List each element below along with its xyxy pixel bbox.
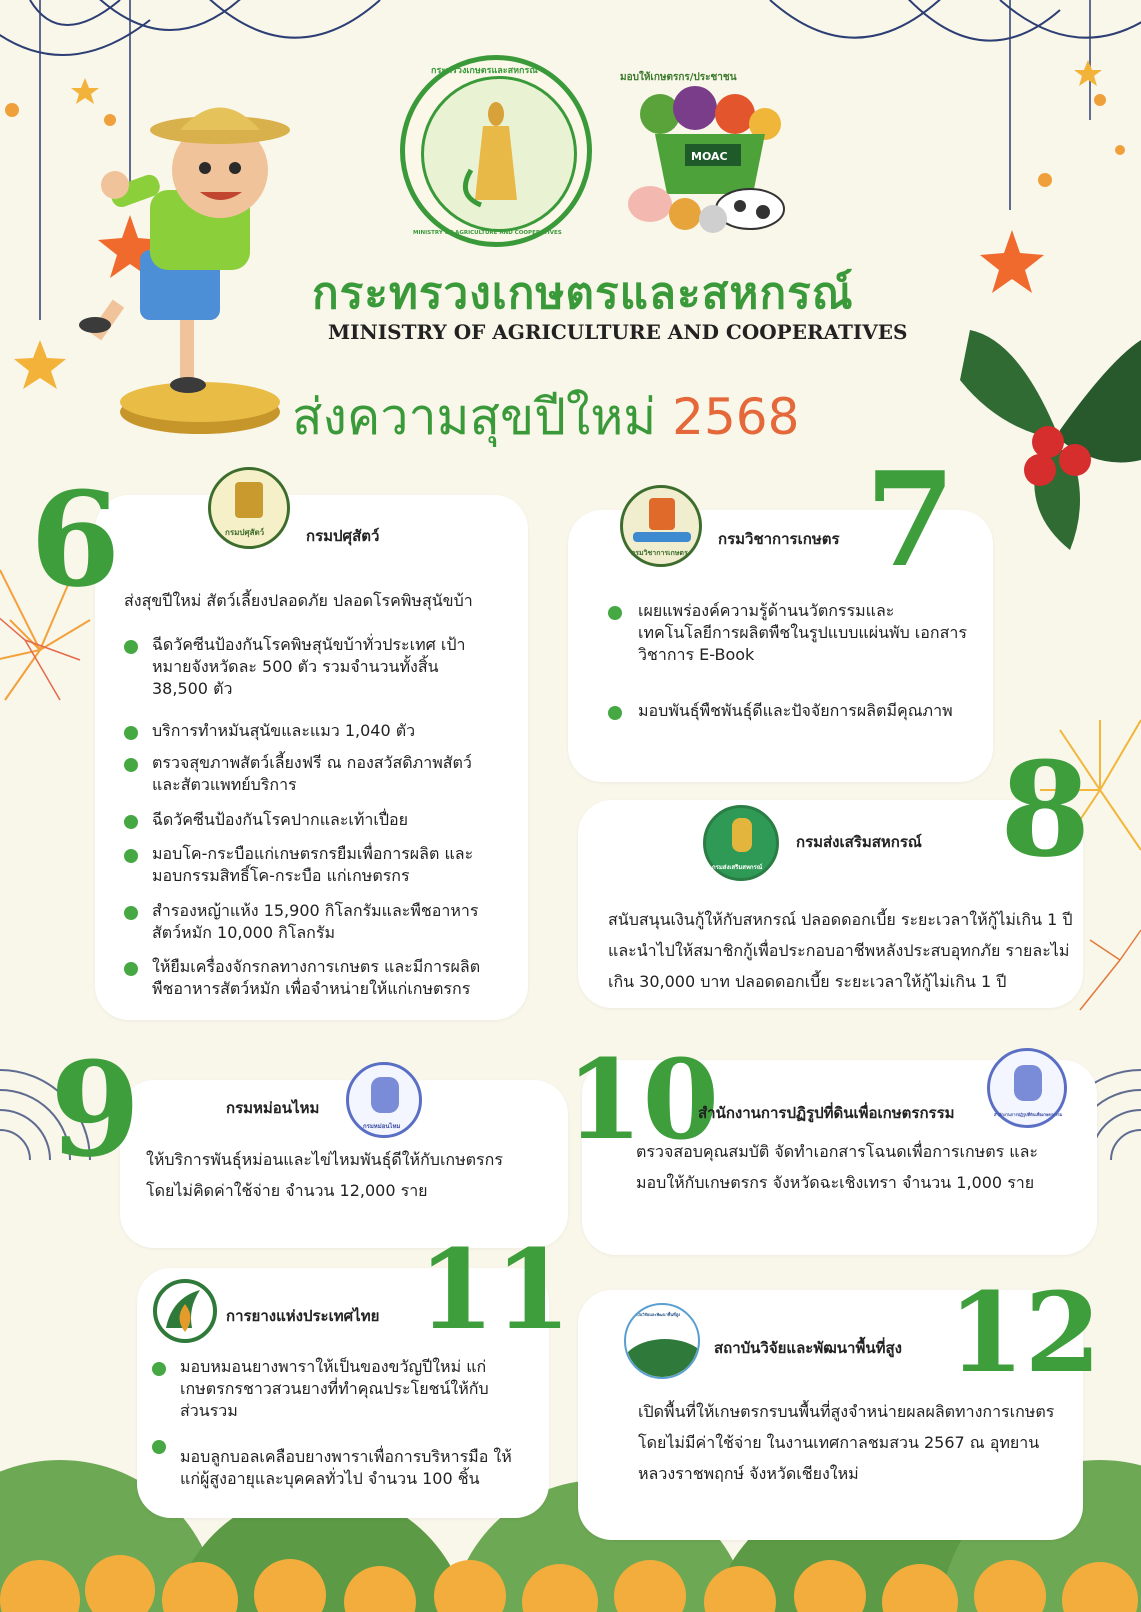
raot-item-2: มอบลูกบอลเคลือบยางพาราเพื่อการบริหารมือ ให้แก่ผู้สูงอายุและบุคคลทั่วไป จำนวน 100 ชิ้น: [180, 1447, 512, 1488]
alro-text: ตรวจสอบคุณสมบัติ จัดทำเอกสารโฉนดเพื่อการเกษตร และมอบให้กับเกษตรกร จังหวัดฉะเชิงเทรา จำนวน 1,000 ราย: [636, 1142, 1038, 1192]
dld-seal-text: กรมปศุสัตว์: [225, 528, 265, 537]
hrdi-text: เปิดพื้นที่ให้เกษตรกรบนพื้นที่สูงจำหน่ายผลผลิตทางการเกษตรโดยไม่มีค่าใช้จ่าย ในงานเทศกาลชมสวน 2567 ณ อุทยานหลวงราชพฤกษ์ จังหวัดเชียงใหม่: [638, 1402, 1055, 1483]
dld-item-7: ให้ยืมเครื่องจักรกลทางการเกษตร และมีการผลิตพืชอาหารสัตว์หมัก เพื่อจำหน่ายให้แก่เกษตรกร: [152, 957, 481, 998]
dept-name-hrdi: สถาบันวิจัยและพัฒนาพื้นที่สูง: [714, 1339, 902, 1357]
doa-seal-text: กรมวิชาการเกษตร: [631, 549, 688, 557]
newyear-year: 2568: [672, 388, 800, 446]
bullet-dot-icon: [608, 706, 622, 720]
dept-name-qsds: กรมหม่อนไหม: [226, 1099, 320, 1117]
bullet-dot-icon: [124, 906, 138, 920]
doa-item-2: มอบพันธุ์พืชพันธุ์ดีและปัจจัยการผลิตมีคุณภาพ: [638, 701, 953, 720]
deity-figure-icon: [461, 100, 531, 210]
bullet-dot-icon: [124, 815, 138, 829]
firework-icon: [1080, 930, 1141, 1010]
dept-name-dld: กรมปศุสัตว์: [306, 527, 380, 545]
ministry-seal-icon: [400, 55, 592, 247]
hrdi-logo-icon: [624, 1303, 700, 1379]
dept-name-doa: กรมวิชาการเกษตร: [718, 530, 840, 548]
doa-item-1: เผยแพร่องค์ความรู้ด้านนวัตกรรมและเทคโนโลยีการผลิตพืชในรูปแบบแผ่นพับ เอกสารวิชาการ E-Book: [638, 601, 967, 664]
bullet-dot-icon: [608, 606, 622, 620]
section-number-6: 6: [30, 463, 121, 616]
dept-name-cpd: กรมส่งเสริมสหกรณ์: [796, 833, 922, 851]
doa-seal-icon: [620, 485, 702, 567]
dld-seal-icon: [208, 467, 290, 549]
cpd-seal-text: กรมส่งเสริมสหกรณ์: [712, 864, 763, 871]
section-number-11: 11: [418, 1225, 572, 1354]
newyear-text: ส่งความสุขปีใหม่: [292, 388, 657, 446]
qsds-text: ให้บริการพันธุ์หม่อนและไข่ไหมพันธุ์ดีให้กับเกษตรกร โดยไม่คิดค่าใช้จ่าย จำนวน 12,000 ราย: [146, 1150, 503, 1200]
garland-lines: [0, 0, 1141, 55]
basket-tag: มอบให้เกษตรกร/ประชาชน: [620, 72, 737, 83]
bullet-dot-icon: [124, 726, 138, 740]
bullet-dot-icon: [152, 1440, 166, 1454]
dld-item-1: ฉีดวัคซีนป้องกันโรคพิษสุนัขบ้าทั่วประเทศ เป้าหมายจังหวัดละ 500 ตัว รวมจำนวนทั้งสิ้น 38,500 ตัว: [152, 635, 466, 698]
holly-icon: [960, 320, 1141, 550]
dld-item-6: สำรองหญ้าแห้ง 15,900 กิโลกรัมและพืชอาหารสัตว์หมัก 10,000 กิโลกรัม: [152, 901, 479, 942]
qsds-seal-text: กรมหม่อนไหม: [363, 1123, 401, 1130]
dld-item-2: บริการทำหมันสุนัขและแมว 1,040 ตัว: [152, 721, 416, 740]
raot-logo-icon: [152, 1278, 218, 1344]
dept-name-raot: การยางแห่งประเทศไทย: [226, 1307, 380, 1325]
alro-seal-text: สำนักงานการปฏิรูปที่ดินเพื่อเกษตรกรรม: [994, 1112, 1063, 1117]
dld-intro: ส่งสุขปีใหม่ สัตว์เลี้ยงปลอดภัย ปลอดโรคพิษสุนัขบ้า: [124, 591, 473, 610]
hrdi-seal-text: สถาบันวิจัยและพัฒนาพื้นที่สูง: [630, 1312, 681, 1317]
bullet-dot-icon: [124, 758, 138, 772]
section-number-9: 9: [50, 1033, 141, 1186]
section-number-10: 10: [566, 1035, 720, 1164]
gift-basket-icon: [615, 70, 790, 240]
title-english: MINISTRY OF AGRICULTURE AND COOPERATIVES: [328, 320, 908, 344]
basket-label: MOAC: [691, 150, 728, 163]
cpd-seal-icon: [703, 805, 779, 881]
alro-seal-icon: [987, 1048, 1067, 1128]
dld-item-3: ตรวจสุขภาพสัตว์เลี้ยงฟรี ณ กองสวัสดิภาพสัตว์และสัตวแพทย์บริการ: [152, 753, 472, 794]
section-number-12: 12: [948, 1268, 1102, 1397]
dld-item-4: ฉีดวัคซีนป้องกันโรคปากและเท้าเปื่อย: [152, 810, 409, 829]
qsds-seal-icon: [346, 1062, 422, 1138]
bullet-dot-icon: [152, 1362, 166, 1376]
title-thai: กระทรวงเกษตรและสหกรณ์: [312, 268, 854, 319]
seal-ring-text: กระทรวงเกษตรและสหกรณ์: [431, 66, 538, 76]
section-number-8: 8: [1000, 733, 1091, 886]
firework-icon: [0, 610, 80, 700]
newyear-heading: [292, 378, 799, 457]
mascot-farmer-icon: [60, 100, 300, 440]
bullet-dot-icon: [124, 962, 138, 976]
bullet-dot-icon: [124, 849, 138, 863]
seal-ring-text-en: MINISTRY OF AGRICULTURE AND COOPERATIVES: [413, 230, 562, 236]
section-number-7: 7: [865, 443, 956, 596]
cpd-text: สนับสนุนเงินกู้ให้กับสหกรณ์ ปลอดดอกเบี้ย ระยะเวลาให้กู้ไม่เกิน 1 ปี และนำไปให้สมาชิกกู้เพื่อประกอบอาชีพหลังประสบอุทกภัย รายละไม่เกิน 30,000 บาท ปลอดดอกเบี้ย ระยะเวลาให้กู้ไม่เกิน 1 ปี: [608, 910, 1073, 991]
bullet-dot-icon: [124, 640, 138, 654]
dept-name-alro: สำนักงานการปฏิรูปที่ดินเพื่อเกษตรกรรม: [698, 1104, 955, 1122]
raot-item-1: มอบหมอนยางพาราให้เป็นของขวัญปีใหม่ แก่เกษตรกรชาวสวนยางที่ทำคุณประโยชน์ให้กับส่วนรวม: [180, 1357, 489, 1420]
dld-item-5: มอบโค-กระบือแก่เกษตรกรยืมเพื่อการผลิต และมอบกรรมสิทธิ์โค-กระบือ แก่เกษตรกร: [152, 844, 474, 885]
